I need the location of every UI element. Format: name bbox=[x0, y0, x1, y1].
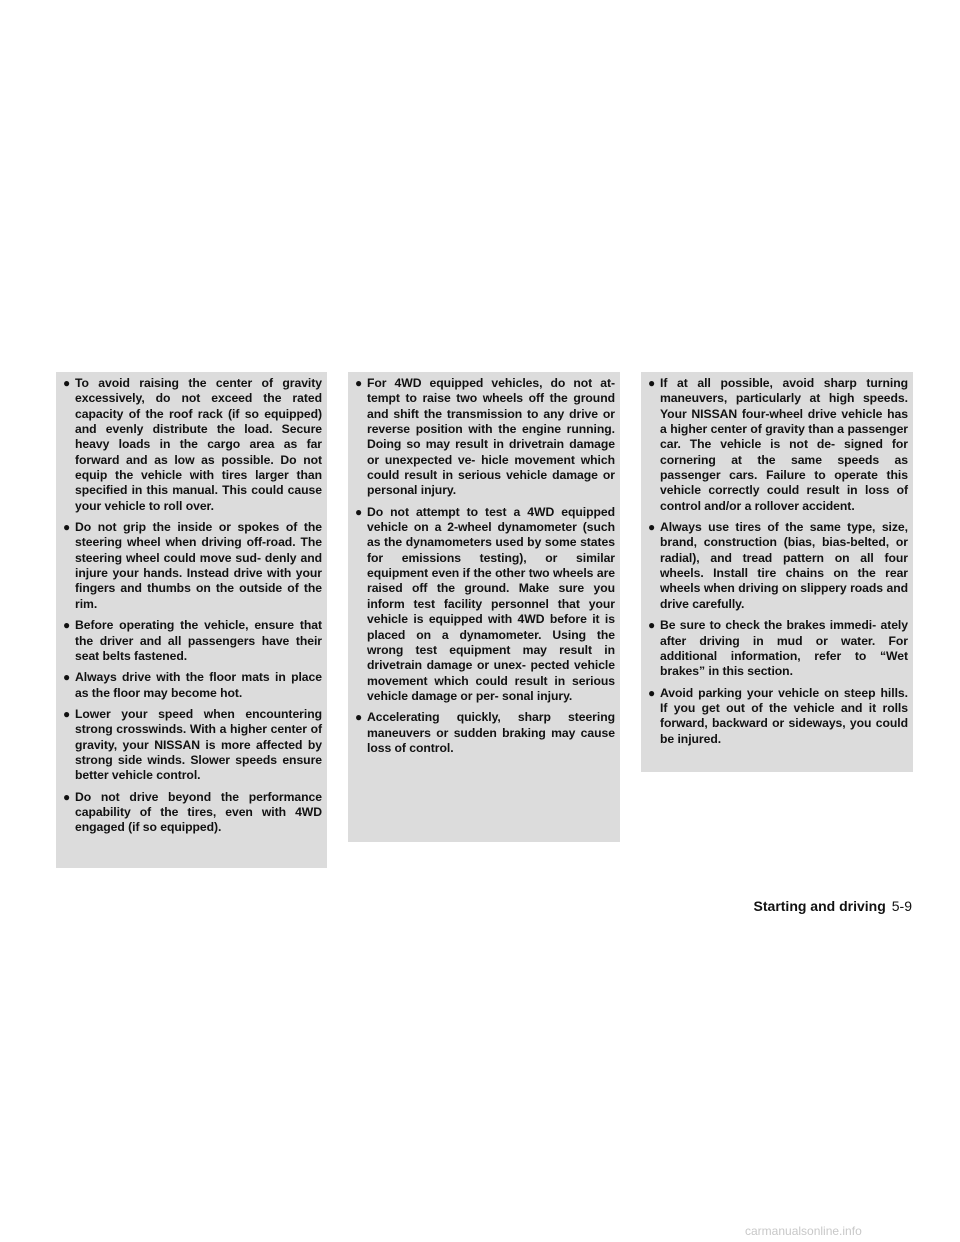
bullet-icon: ● bbox=[648, 520, 656, 535]
bullet-item bbox=[649, 520, 908, 612]
bullet-item bbox=[64, 520, 322, 612]
bullet-item bbox=[356, 376, 615, 499]
bullet-icon: ● bbox=[648, 376, 656, 390]
warning-column-3 bbox=[641, 372, 913, 772]
bullet-text: Before operating the vehicle, ensure that the driver and all passengers have their seat belts fastened. bbox=[75, 618, 322, 663]
bullet-text: Be sure to check the brakes immedi- ately after driving in mud or water. For additional information, refer to “Wet brakes” in this section. bbox=[660, 618, 908, 679]
page-footer bbox=[754, 898, 912, 914]
bullet-text: Accelerating quickly, sharp steering maneuvers or sudden braking may cause loss of control. bbox=[367, 710, 615, 755]
bullet-icon: ● bbox=[355, 376, 363, 390]
bullet-icon: ● bbox=[63, 376, 71, 390]
page-number: 5-9 bbox=[891, 898, 912, 914]
bullet-item bbox=[649, 686, 908, 747]
footer-section-title: Starting and driving bbox=[753, 898, 886, 914]
bullet-icon: ● bbox=[63, 670, 71, 685]
bullet-text: If at all possible, avoid sharp turning maneuvers, particularly at high speeds. Your NISSAN four-wheel drive vehicle has a higher center of gravity than a passenger car. The vehicle is not de- signed for cornering at the same speeds as passenger cars. Failure to operate this vehicle correctly could result in loss of control and/or a rollover accident. bbox=[660, 376, 908, 513]
bullet-text: Always drive with the floor mats in place as the floor may become hot. bbox=[75, 670, 322, 700]
bullet-text: Lower your speed when encountering strong crosswinds. With a higher center of gravity, your NISSAN is more affected by strong side winds. Slower speeds ensure better vehicle control. bbox=[75, 706, 322, 783]
bullet-text: Do not attempt to test a 4WD equipped vehicle on a 2-wheel dynamometer (such as the dynamometers used by some states for emissions testing), or similar equipment even if the other two wheels are raised off the ground. Make sure you inform test facility personnel that your vehicle is equipped with 4WD before it is placed on a dynamometer. Using the wrong test equipment may result in drivetrain damage or unex- pected vehicle movement which could result in serious vehicle damage or per- sonal injury. bbox=[367, 504, 615, 703]
bullet-item bbox=[64, 670, 322, 701]
bullet-text: Do not grip the inside or spokes of the steering wheel when driving off-road. The steering wheel could move sud- denly and injure your hands. Instead drive with your fingers and thumbs on the outside of the rim. bbox=[75, 520, 322, 611]
bullet-text: Do not drive beyond the performance capability of the tires, even with 4WD engaged (if so equipped). bbox=[75, 789, 322, 835]
bullet-icon: ● bbox=[355, 710, 363, 725]
warning-column-2 bbox=[348, 372, 620, 842]
bullet-item bbox=[64, 376, 322, 514]
bullet-item bbox=[64, 618, 322, 664]
bullet-item bbox=[64, 707, 322, 784]
bullet-text: To avoid raising the center of gravity excessively, do not exceed the rated capacity of the roof rack (if so equipped) and evenly distribute the load. Secure heavy loads in the cargo area as far forward and as low as possible. Do not equip the vehicle with tires larger than specified in this manual. This could cause your vehicle to roll over. bbox=[75, 376, 322, 513]
bullet-item bbox=[649, 618, 908, 679]
bullet-icon: ● bbox=[63, 618, 71, 633]
bullet-text: Avoid parking your vehicle on steep hills. If you get out of the vehicle and it rolls forward, backward or sideways, you could be injured. bbox=[660, 685, 908, 746]
bullet-text: Always use tires of the same type, size, brand, construction (bias, bias-belted, or radial), and tread pattern on all four wheels. Install tire chains on the rear wheels when driving on slippery roads and drive carefully. bbox=[660, 520, 908, 611]
bullet-text: For 4WD equipped vehicles, do not at- tempt to raise two wheels off the ground and shift the transmission to any drive or reverse position with the engine running. Doing so may result in drivetrain damage or unexpected ve- hicle movement which could result in serious vehicle damage or personal injury. bbox=[367, 376, 615, 498]
bullet-icon: ● bbox=[63, 706, 71, 721]
watermark: carmanualsonline.info bbox=[745, 1224, 862, 1238]
bullet-icon: ● bbox=[648, 685, 656, 700]
bullet-icon: ● bbox=[63, 789, 71, 804]
bullet-item bbox=[356, 710, 615, 756]
bullet-item bbox=[649, 376, 908, 514]
bullet-icon: ● bbox=[63, 520, 71, 535]
bullet-item bbox=[356, 505, 615, 704]
bullet-icon: ● bbox=[355, 504, 363, 519]
warning-column-1 bbox=[56, 372, 327, 868]
bullet-item bbox=[64, 790, 322, 836]
bullet-icon: ● bbox=[648, 618, 656, 633]
